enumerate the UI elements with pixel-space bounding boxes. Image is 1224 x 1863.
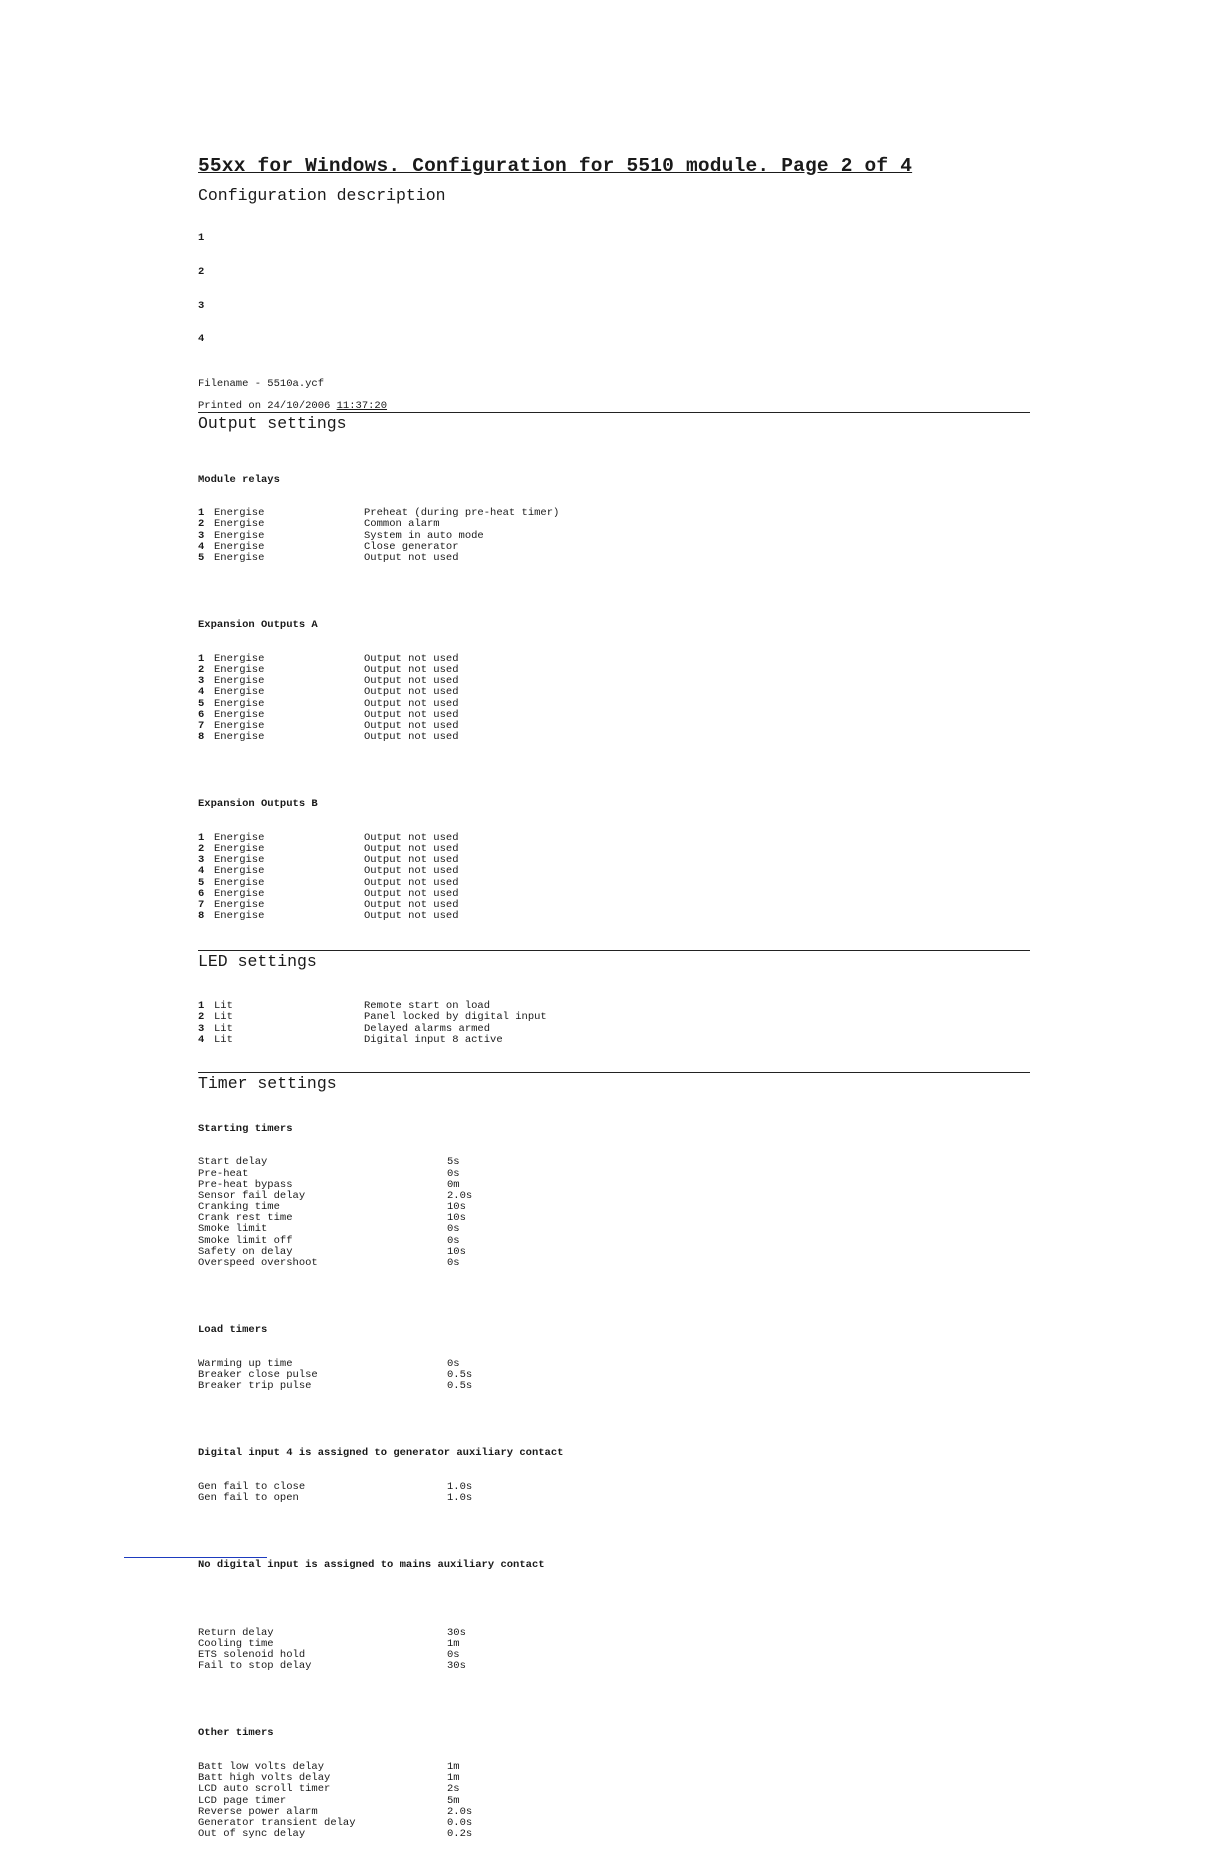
description-line: 2 (198, 266, 205, 278)
table-row (198, 676, 1030, 687)
table-row (198, 1035, 1030, 1046)
row-number: 3 (198, 675, 205, 688)
timer-row (198, 1628, 1030, 1639)
row-action: Energise (214, 887, 265, 900)
row-action: Energise (214, 507, 265, 520)
timer-name: ETS solenoid hold (198, 1648, 306, 1661)
row-action: Lit (214, 1000, 233, 1013)
timer-value: 0m (447, 1178, 460, 1191)
row-action: Energise (214, 731, 265, 744)
row-number: 4 (198, 1033, 205, 1046)
row-action: Energise (214, 719, 265, 732)
timer-row (198, 1359, 1030, 1370)
load-timers-group (198, 1303, 1030, 1415)
timer-value: 0s (447, 1257, 460, 1270)
timer-row (198, 1493, 1030, 1504)
row-number: 7 (198, 719, 205, 732)
timer-row (198, 1169, 1030, 1180)
timer-name: Batt low volts delay (198, 1760, 325, 1773)
row-action: Lit (214, 1033, 233, 1046)
row-description: Output not used (364, 719, 459, 732)
timer-row (198, 1236, 1030, 1247)
row-description: Output not used (364, 831, 459, 844)
table-row (198, 844, 1030, 855)
group-title: Load timers (198, 1324, 268, 1337)
timer-name: Fail to stop delay (198, 1660, 312, 1673)
group-title: Module relays (198, 473, 280, 486)
module-relays-group (198, 452, 1030, 586)
row-description: Output not used (364, 686, 459, 699)
timer-value: 1m (447, 1637, 460, 1650)
table-row (198, 732, 1030, 743)
row-number: 2 (198, 1011, 205, 1024)
row-action: Energise (214, 843, 265, 856)
module-relays-rows (198, 508, 1030, 564)
row-description: Output not used (364, 551, 459, 564)
timer-value: 30s (447, 1626, 466, 1639)
timer-name: Reverse power alarm (198, 1805, 318, 1818)
table-row (198, 1012, 1030, 1023)
row-description: Output not used (364, 865, 459, 878)
led-settings-heading: LED settings (198, 951, 317, 971)
timer-value: 0.0s (447, 1816, 473, 1829)
row-number: 3 (198, 529, 205, 542)
table-row (198, 878, 1030, 889)
timer-value: 1.0s (447, 1481, 473, 1493)
row-number: 3 (198, 1022, 205, 1035)
timer-name: Cooling time (198, 1637, 274, 1650)
timer-row (198, 1482, 1030, 1493)
led-settings-group (198, 979, 1030, 1069)
printed-on-date: Printed on 24/10/2006 (198, 399, 337, 412)
timer-name: Breaker trip pulse (198, 1380, 312, 1393)
table-row (198, 665, 1030, 676)
timer-name: Pre-heat (198, 1167, 249, 1180)
timer-name: Out of sync delay (198, 1828, 306, 1841)
group-title: No digital input is assigned to mains auxiliary contact (198, 1559, 545, 1572)
row-description: Preheat (during pre-heat timer) (364, 507, 560, 520)
row-description: Output not used (364, 843, 459, 856)
row-description: Output not used (364, 675, 459, 688)
page-title: 55xx for Windows. Configuration for 5510 module. Page 2 of 4 (198, 155, 913, 177)
group-title: Expansion Outputs B (198, 798, 318, 811)
row-number: 3 (198, 854, 205, 867)
timer-value: 2.0s (447, 1189, 473, 1202)
timer-row (198, 1213, 1030, 1224)
row-description: Output not used (364, 898, 459, 911)
mains-aux-group (198, 1538, 1030, 1695)
group-title: Other timers (198, 1727, 274, 1740)
timer-value: 0s (447, 1234, 460, 1247)
starting-timers-group (198, 1101, 1030, 1291)
timer-value: 0.5s (447, 1380, 473, 1393)
table-row (198, 699, 1030, 710)
row-action: Energise (214, 529, 265, 542)
timer-value: 0s (447, 1167, 460, 1180)
config-description-heading: Configuration description (198, 186, 446, 205)
row-action: Energise (214, 865, 265, 878)
printed-on-time: 11:37:20 (336, 399, 388, 412)
timer-name: Pre-heat bypass (198, 1178, 293, 1191)
timer-row (198, 1807, 1030, 1818)
table-row (198, 911, 1030, 922)
timer-name: Smoke limit off (198, 1234, 293, 1247)
led-rows (198, 1001, 1030, 1046)
table-row (198, 889, 1030, 900)
other-timers-group (198, 1706, 1030, 1863)
filename: Filename - 5510a.ycf (198, 377, 325, 390)
gen-aux-rows (198, 1482, 1030, 1504)
row-number: 5 (198, 551, 205, 564)
timer-value: 0s (447, 1648, 460, 1661)
timer-value: 1.0s (447, 1492, 473, 1505)
timer-value: 0s (447, 1357, 460, 1370)
timer-row (198, 1381, 1030, 1392)
row-action: Energise (214, 551, 265, 564)
timer-settings-heading: Timer settings (198, 1074, 337, 1094)
timer-name: LCD page timer (198, 1794, 287, 1807)
timer-name: Warming up time (198, 1357, 293, 1370)
timer-name: Gen fail to open (198, 1492, 299, 1505)
row-description: Digital input 8 active (364, 1033, 503, 1046)
timer-row (198, 1784, 1030, 1795)
timer-row (198, 1796, 1030, 1807)
timer-name: Overspeed overshoot (198, 1257, 318, 1270)
timer-name: Breaker close pulse (198, 1369, 318, 1382)
timer-row (198, 1773, 1030, 1784)
row-number: 4 (198, 686, 205, 699)
timer-value: 0s (447, 1223, 460, 1236)
row-number: 1 (198, 507, 205, 520)
table-row (198, 866, 1030, 877)
row-action: Energise (214, 910, 265, 923)
group-title: Digital input 4 is assigned to generator auxiliary contact (198, 1447, 564, 1460)
timer-row (198, 1650, 1030, 1661)
row-description: Output not used (364, 910, 459, 923)
timer-name: Gen fail to close (198, 1481, 306, 1493)
timer-value: 0.5s (447, 1369, 473, 1382)
expansion-b-rows (198, 833, 1030, 923)
timer-name: Safety on delay (198, 1245, 293, 1258)
row-action: Energise (214, 854, 265, 867)
row-number: 4 (198, 865, 205, 878)
timer-row (198, 1157, 1030, 1168)
row-action: Energise (214, 675, 265, 688)
group-title: Expansion Outputs A (198, 619, 318, 632)
timer-value: 30s (447, 1660, 466, 1673)
row-action: Energise (214, 652, 265, 665)
row-description: Common alarm (364, 518, 440, 531)
starting-timers-rows (198, 1157, 1030, 1269)
table-row (198, 553, 1030, 564)
timer-row (198, 1762, 1030, 1773)
footnote-separator (124, 1557, 267, 1558)
row-number: 2 (198, 518, 205, 531)
row-action: Energise (214, 708, 265, 721)
document-page (198, 152, 1030, 1863)
other-timers-rows (198, 1762, 1030, 1840)
row-action: Energise (214, 831, 265, 844)
timer-row (198, 1224, 1030, 1235)
timer-value: 1m (447, 1772, 460, 1785)
table-row (198, 654, 1030, 665)
expansion-a-rows (198, 654, 1030, 744)
timer-value: 10s (447, 1201, 466, 1214)
table-row (198, 900, 1030, 911)
timer-value: 1m (447, 1760, 460, 1773)
config-description-lines (198, 211, 1030, 368)
row-description: Output not used (364, 731, 459, 744)
timer-name: Generator transient delay (198, 1816, 356, 1829)
row-description: Output not used (364, 663, 459, 676)
expansion-b-group (198, 777, 1030, 945)
timer-name: Cranking time (198, 1201, 280, 1214)
timer-value: 5s (447, 1156, 460, 1169)
timer-row (198, 1191, 1030, 1202)
row-action: Lit (214, 1022, 233, 1035)
gen-aux-group (198, 1426, 1030, 1527)
group-title: Starting timers (198, 1122, 293, 1135)
row-number: 1 (198, 831, 205, 844)
row-description: Delayed alarms armed (364, 1022, 491, 1035)
timer-row (198, 1639, 1030, 1650)
row-description: Close generator (364, 540, 459, 553)
row-action: Energise (214, 686, 265, 699)
row-number: 2 (198, 843, 205, 856)
row-number: 1 (198, 1000, 205, 1013)
timer-row (198, 1180, 1030, 1191)
table-row (198, 508, 1030, 519)
table-row (198, 519, 1030, 530)
timer-name: Crank rest time (198, 1212, 293, 1225)
timer-name: Batt high volts delay (198, 1772, 331, 1785)
row-description: Output not used (364, 854, 459, 867)
table-row (198, 542, 1030, 553)
row-description: Panel locked by digital input (364, 1011, 547, 1024)
row-number: 8 (198, 731, 205, 744)
row-number: 8 (198, 910, 205, 923)
row-number: 1 (198, 652, 205, 665)
row-description: Output not used (364, 876, 459, 889)
description-line: 4 (198, 333, 205, 346)
table-row (198, 1024, 1030, 1035)
timer-row (198, 1661, 1030, 1672)
row-number: 2 (198, 663, 205, 676)
row-number: 4 (198, 540, 205, 553)
row-description: Output not used (364, 652, 459, 665)
row-description: Output not used (364, 887, 459, 900)
timer-value: 10s (447, 1245, 466, 1258)
timer-name: Return delay (198, 1626, 274, 1639)
row-action: Energise (214, 697, 265, 710)
printed-on (198, 401, 1030, 412)
timer-value: 2s (447, 1783, 460, 1796)
mains-aux-rows (198, 1628, 1030, 1673)
timer-value: 2.0s (447, 1805, 473, 1818)
table-row (198, 710, 1030, 721)
row-description: Remote start on load (364, 1000, 491, 1013)
output-settings-heading: Output settings (198, 414, 347, 434)
timer-row (198, 1829, 1030, 1840)
row-action: Energise (214, 876, 265, 889)
table-row (198, 531, 1030, 542)
row-description: Output not used (364, 708, 459, 721)
row-description: Output not used (364, 697, 459, 710)
load-timers-rows (198, 1359, 1030, 1393)
timer-value: 5m (447, 1794, 460, 1807)
timer-name: Sensor fail delay (198, 1189, 306, 1202)
timer-name: LCD auto scroll timer (198, 1783, 331, 1796)
timer-name: Start delay (198, 1156, 268, 1169)
timer-value: 0.2s (447, 1828, 473, 1841)
row-action: Energise (214, 898, 265, 911)
row-number: 6 (198, 887, 205, 900)
description-line: 1 (198, 232, 205, 245)
row-action: Energise (214, 540, 265, 553)
row-number: 6 (198, 708, 205, 721)
row-action: Energise (214, 663, 265, 676)
table-row (198, 687, 1030, 698)
timer-name: Smoke limit (198, 1223, 268, 1236)
expansion-a-group (198, 598, 1030, 766)
timer-row (198, 1818, 1030, 1829)
row-action: Lit (214, 1011, 233, 1024)
timer-row (198, 1258, 1030, 1269)
table-row (198, 833, 1030, 844)
timer-row (198, 1370, 1030, 1381)
row-description: System in auto mode (364, 529, 484, 542)
description-line: 3 (198, 299, 205, 312)
table-row (198, 721, 1030, 732)
timer-row (198, 1202, 1030, 1213)
row-number: 5 (198, 876, 205, 889)
row-number: 7 (198, 898, 205, 911)
row-number: 5 (198, 697, 205, 710)
row-action: Energise (214, 518, 265, 531)
table-row (198, 855, 1030, 866)
timer-row (198, 1247, 1030, 1258)
table-row (198, 1001, 1030, 1012)
timer-value: 10s (447, 1212, 466, 1225)
